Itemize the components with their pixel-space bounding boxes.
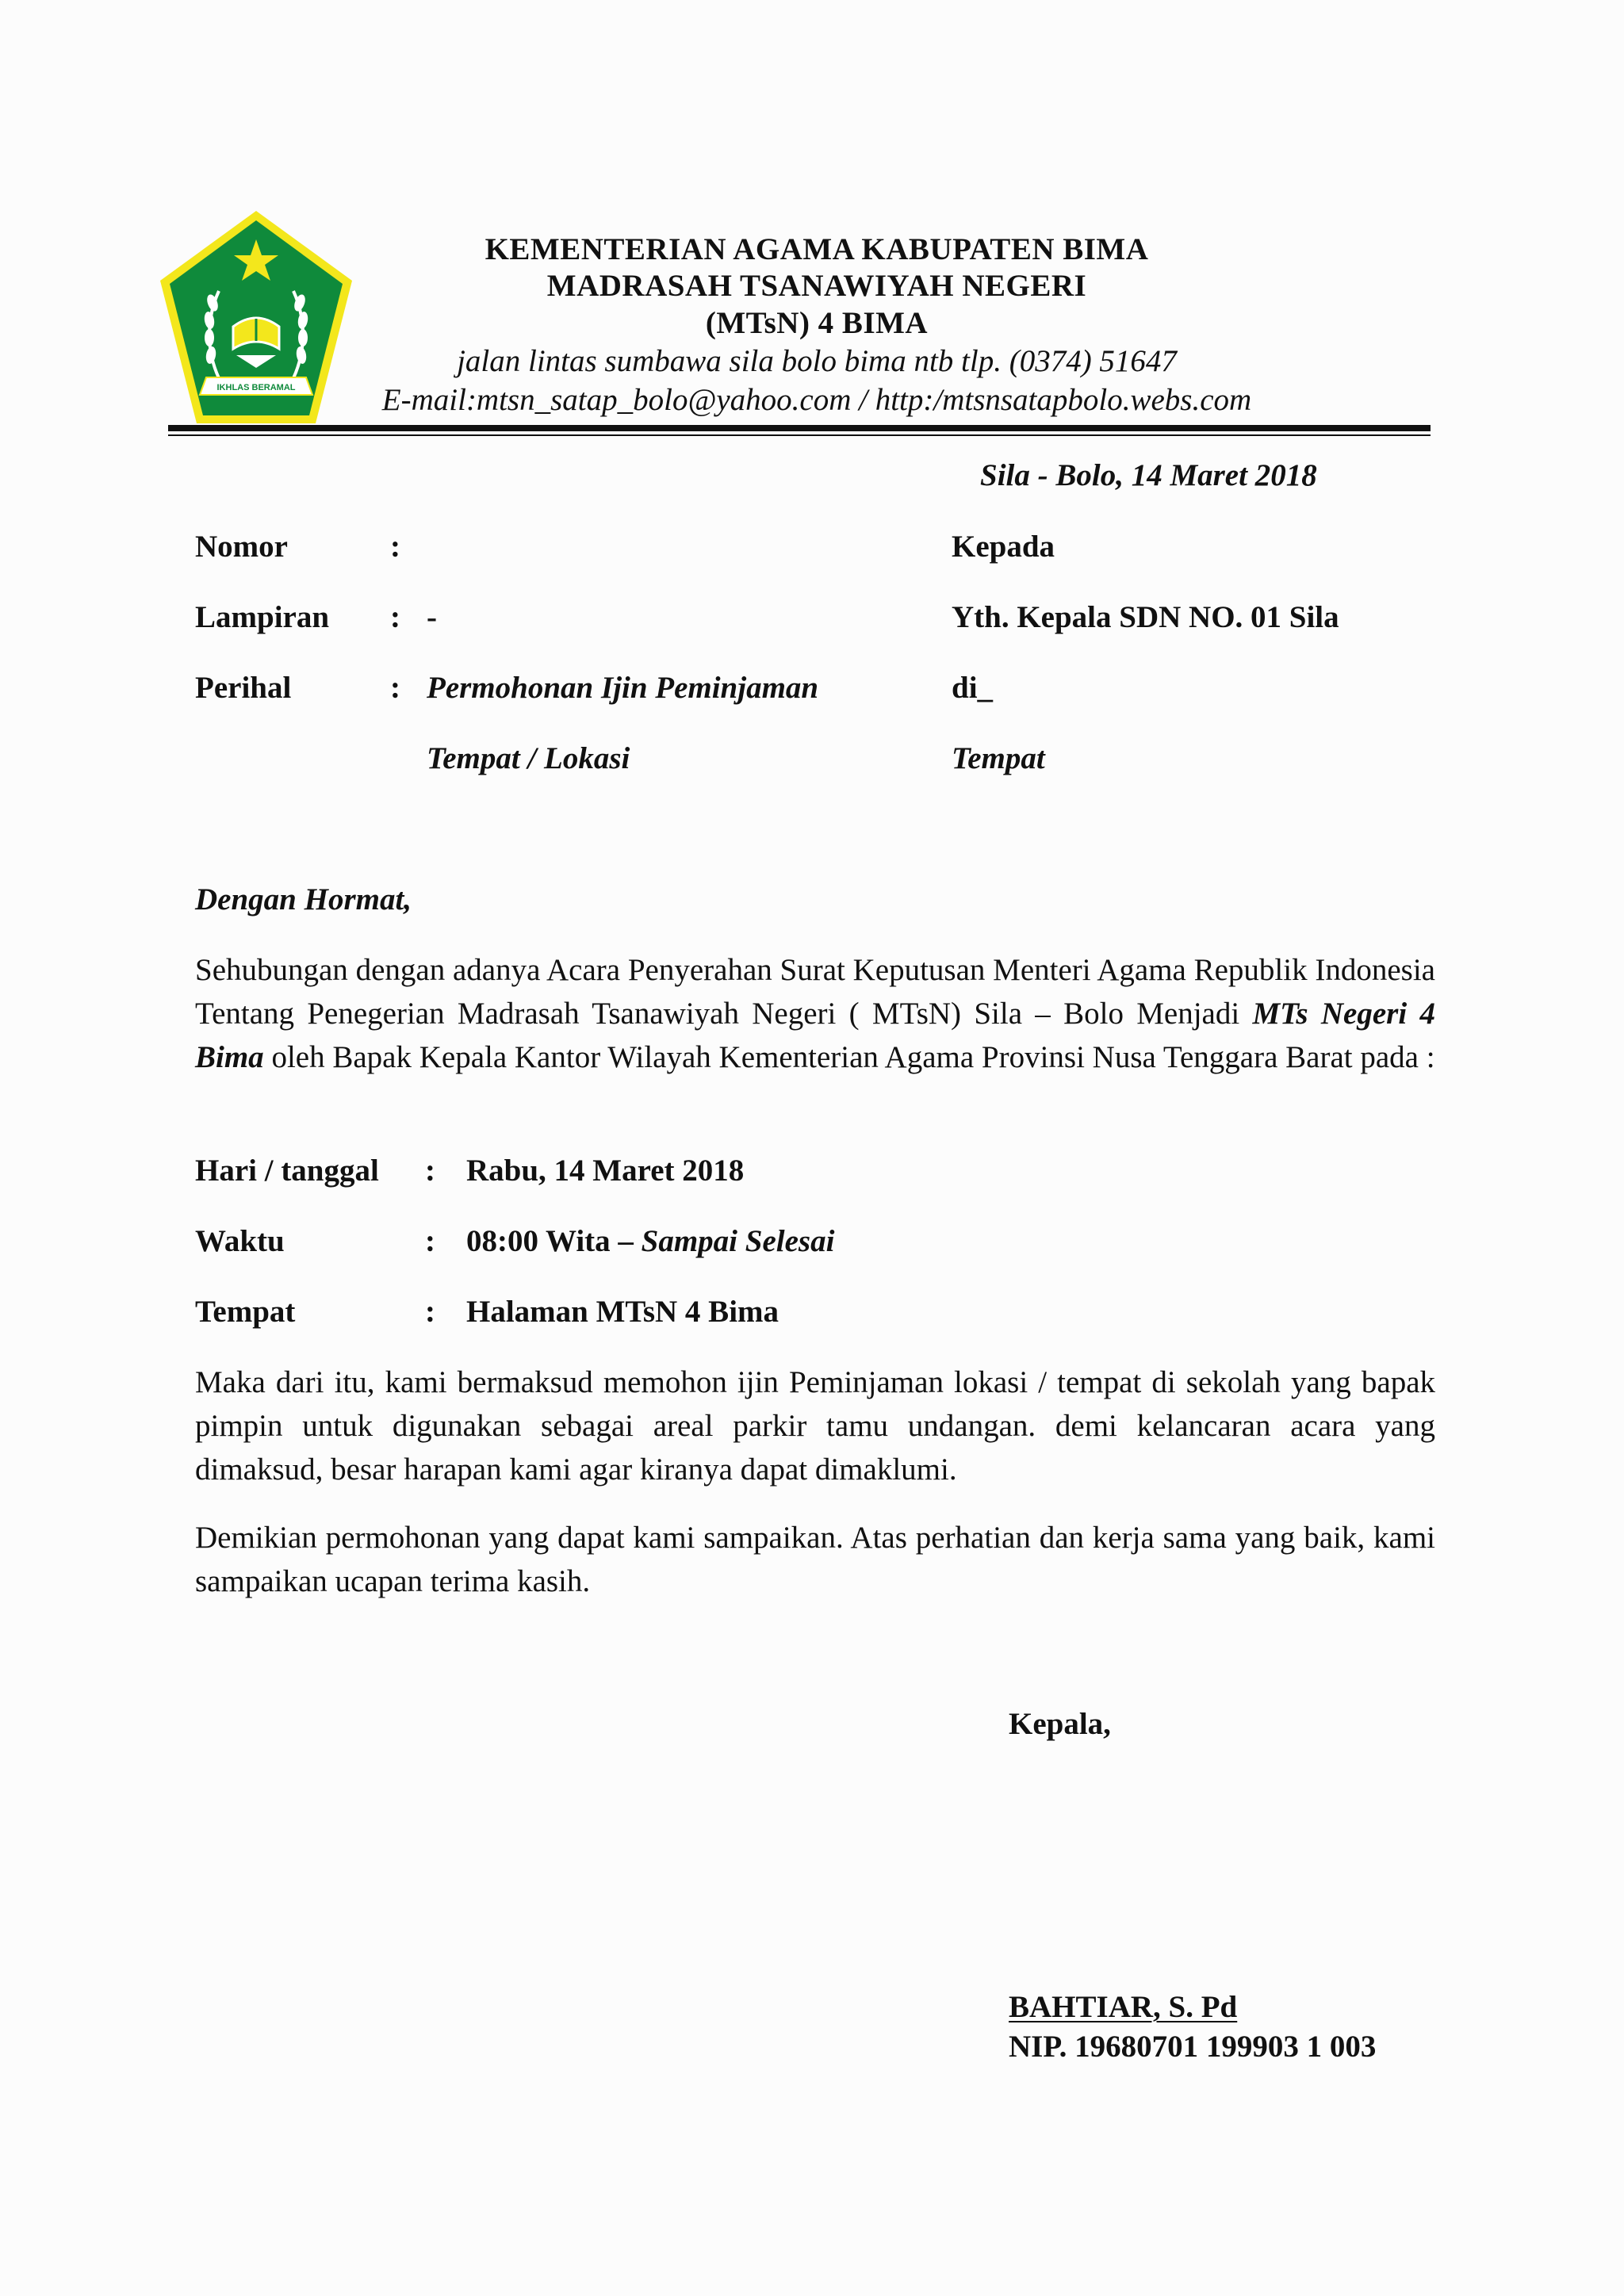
body-paragraph-3: Demikian permohonan yang dapat kami sampaikan. Atas perhatian dan kerja sama yang baik, kami sampaikan ucapan terima kasih. — [195, 1521, 1435, 1598]
letterhead-divider — [168, 425, 1431, 431]
event-time-label: Waktu — [195, 1224, 285, 1258]
paragraph-1-text: Sehubungan dengan adanya Acara Penyerahan Surat Keputusan Menteri Agama Republik Indonesia Tentang Penegerian Madrasah Tsanawiyah Negeri ( MTsN) Sila – Bolo Menjadi — [195, 953, 1435, 1031]
recipient-kepada: Kepada — [952, 530, 1055, 564]
event-date-value: Rabu, 14 Maret 2018 — [466, 1154, 745, 1188]
letterhead-address: jalan lintas sumbawa sila bolo bima ntb tlp. (0374) 51647 — [457, 344, 1177, 378]
paragraph-1-emphasis: MTs Negeri 4 Bima — [195, 997, 1435, 1074]
event-date-label: Hari / tanggal — [195, 1154, 379, 1188]
body-paragraph-1 — [195, 948, 1435, 1079]
recipient-name: Yth. Kepala SDN NO. 01 Sila — [952, 600, 1339, 634]
letterhead-school: MADRASAH TSANAWIYAH NEGERI — [546, 269, 1087, 303]
lampiran-colon: : — [390, 600, 400, 634]
signature-name: BAHTIAR, S. Pd — [1009, 1990, 1238, 2024]
perihal-label: Perihal — [195, 671, 292, 705]
salutation: Dengan Hormat, — [195, 882, 412, 916]
letterhead-contact: E-mail:mtsn_satap_bolo@yahoo.com / http:/mtsnsatapbolo.webs.com — [381, 383, 1252, 417]
signature-nip: NIP. 19680701 199903 1 003 — [1009, 2030, 1377, 2064]
perihal-value-line2: Tempat / Lokasi — [427, 741, 630, 775]
event-place-label: Tempat — [195, 1295, 296, 1329]
body-paragraph-2: Maka dari itu, kami bermaksud memohon ijin Peminjaman lokasi / tempat di sekolah yang bapak pimpin untuk digunakan sebagai areal parkir tamu undangan. demi kelancaran acara yang dimaksud, besar harapan kami agar kiranya dapat dimaklumi. — [195, 1365, 1435, 1487]
event-time-end: Sampai Selesai — [641, 1224, 835, 1258]
recipient-di: di_ — [952, 671, 994, 705]
letter-date: Sila - Bolo, 14 Maret 2018 — [980, 458, 1317, 492]
event-time-value — [466, 1226, 834, 1257]
logo-banner-text: IKHLAS BERAMAL — [216, 383, 296, 392]
letterhead-ministry: KEMENTERIAN AGAMA KABUPATEN BIMA — [485, 232, 1149, 266]
event-date-colon: : — [425, 1154, 435, 1188]
recipient-place: Tempat — [952, 741, 1045, 775]
lampiran-value: - — [427, 600, 437, 634]
perihal-colon: : — [390, 671, 400, 705]
event-time-colon: : — [425, 1224, 435, 1258]
event-place-colon: : — [425, 1295, 435, 1329]
perihal-value-line1: Permohonan Ijin Peminjaman — [427, 671, 819, 705]
paragraph-1-text-end: oleh Bapak Kepala Kantor Wilayah Kementerian Agama Provinsi Nusa Tenggara Barat pada : — [263, 1040, 1435, 1074]
letterhead-divider-thin — [168, 434, 1431, 436]
nomor-label: Nomor — [195, 530, 288, 564]
letterhead-school-abbr: (MTsN) 4 BIMA — [705, 306, 929, 340]
signature-title: Kepala, — [1009, 1707, 1111, 1741]
lampiran-label: Lampiran — [195, 600, 330, 634]
kemenag-logo — [157, 208, 355, 427]
nomor-colon: : — [390, 530, 400, 564]
event-place-value: Halaman MTsN 4 Bima — [466, 1295, 779, 1329]
event-time-start: 08:00 Wita – — [466, 1224, 642, 1258]
